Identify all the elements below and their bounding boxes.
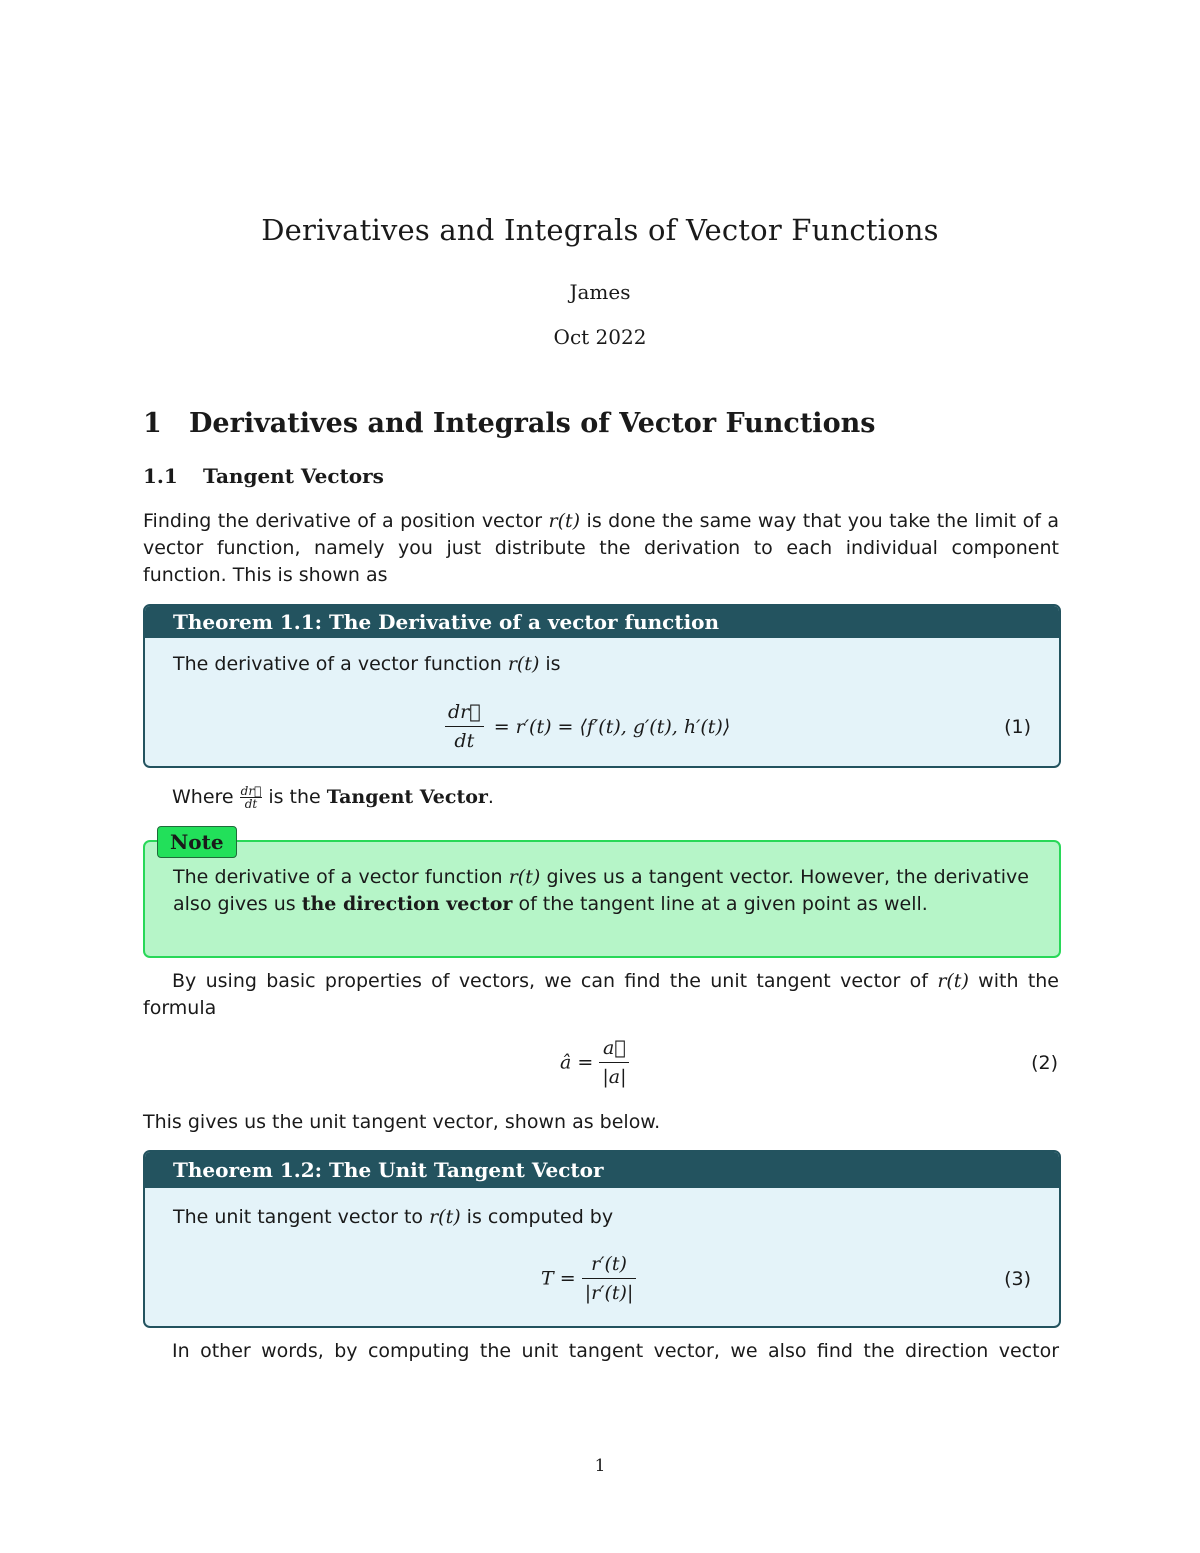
intro-math: r(t) xyxy=(548,510,581,532)
intro-paragraph xyxy=(143,508,1059,589)
intro-text-1: Finding the derivative of a position vector xyxy=(143,510,549,532)
subsection-number: 1.1 xyxy=(143,464,178,488)
closing-line: In other words, by computing the unit tangent vector, we also find the direction vector xyxy=(172,1340,1059,1362)
note-bold: the direction vector xyxy=(301,893,513,915)
where-suffix: . xyxy=(487,786,494,808)
unit-math: r(t) xyxy=(937,970,969,992)
subsection-title: Tangent Vectors xyxy=(203,464,384,488)
theorem-1-statement xyxy=(173,653,561,675)
equation-2 xyxy=(560,1034,629,1091)
theorem-box-2 xyxy=(143,1150,1061,1328)
unit-text-2: with the formula xyxy=(143,970,1059,1019)
equation-3-lhs: T = xyxy=(541,1267,576,1290)
document-author: James xyxy=(569,280,631,304)
equation-3-fraction xyxy=(582,1250,637,1307)
equation-2-fraction xyxy=(599,1034,629,1091)
equation-3-denominator: |r′(t)| xyxy=(584,1282,634,1304)
theorem-2-body xyxy=(145,1188,1059,1324)
where-bold: Tangent Vector xyxy=(326,786,488,808)
theorem-1-text-after: is xyxy=(539,653,561,675)
note-text-3: of the tangent line at a given point as well. xyxy=(512,893,928,915)
unit-tangent-paragraph xyxy=(143,968,1059,1022)
equation-2-lhs: â = xyxy=(560,1051,594,1074)
note-box xyxy=(143,840,1061,958)
section-heading xyxy=(143,408,875,439)
theorem-1-math: r(t) xyxy=(507,653,540,675)
theorem-2-math: r(t) xyxy=(429,1206,461,1228)
intro-text-2: is done the same way that you take the limit of a vector function, namely you just distribute the derivation to each individual component function. This is shown as xyxy=(143,510,1060,586)
equation-1-rhs: = r′(t) = ⟨f′(t), g′(t), h′(t)⟩ xyxy=(493,715,731,738)
equation-3-numerator: r′(t) xyxy=(582,1250,637,1279)
equation-3 xyxy=(541,1250,636,1307)
theorem-2-text-before: The unit tangent vector to xyxy=(173,1206,430,1228)
equation-1-fraction xyxy=(445,698,484,755)
subsection-heading xyxy=(143,464,384,488)
where-fraction-denominator: dt xyxy=(244,797,258,811)
note-math: r(t) xyxy=(508,866,541,888)
note-text-1: The derivative of a vector function xyxy=(173,866,509,888)
where-line xyxy=(172,784,972,811)
theorem-2-title: Theorem 1.2: The Unit Tangent Vector xyxy=(145,1152,1059,1188)
equation-1-label: (1) xyxy=(1004,716,1031,738)
note-text xyxy=(173,864,1029,918)
equation-1-numerator: dr⃗ xyxy=(445,698,484,727)
equation-1-denominator: dt xyxy=(454,730,475,752)
page-number: 1 xyxy=(594,1456,606,1476)
section-number: 1 xyxy=(143,408,162,439)
section-title: Derivatives and Integrals of Vector Functions xyxy=(189,408,876,439)
theorem-2-statement xyxy=(173,1206,613,1228)
theorem-1-title: Theorem 1.1: The Derivative of a vector function xyxy=(145,606,1059,638)
equation-2-numerator: a⃗ xyxy=(599,1034,629,1063)
theorem-box-1 xyxy=(143,604,1061,768)
note-tag: Note xyxy=(157,826,237,858)
equation-1 xyxy=(445,698,730,755)
unit-text-1: By using basic properties of vectors, we can find the unit tangent vector of xyxy=(172,970,938,992)
note-text-2: gives us a tangent vector. However, the derivative also gives us xyxy=(173,866,1029,915)
theorem-1-text-before: The derivative of a vector function xyxy=(173,653,508,675)
theorem-1-body xyxy=(145,638,1059,764)
equation-2-denominator: |a| xyxy=(602,1066,627,1088)
document-date: Oct 2022 xyxy=(553,325,647,349)
theorem-2-text-after: is computed by xyxy=(460,1206,614,1228)
where-prefix: Where xyxy=(172,786,240,808)
where-fraction-numerator: dr⃗ xyxy=(240,784,262,798)
where-middle: is the xyxy=(262,786,327,808)
after-equation-2-text: This gives us the unit tangent vector, shown as below. xyxy=(143,1111,661,1133)
where-fraction xyxy=(240,785,263,810)
equation-2-label: (2) xyxy=(1031,1052,1058,1074)
document-title: Derivatives and Integrals of Vector Functions xyxy=(261,213,939,247)
equation-3-label: (3) xyxy=(1004,1268,1031,1290)
